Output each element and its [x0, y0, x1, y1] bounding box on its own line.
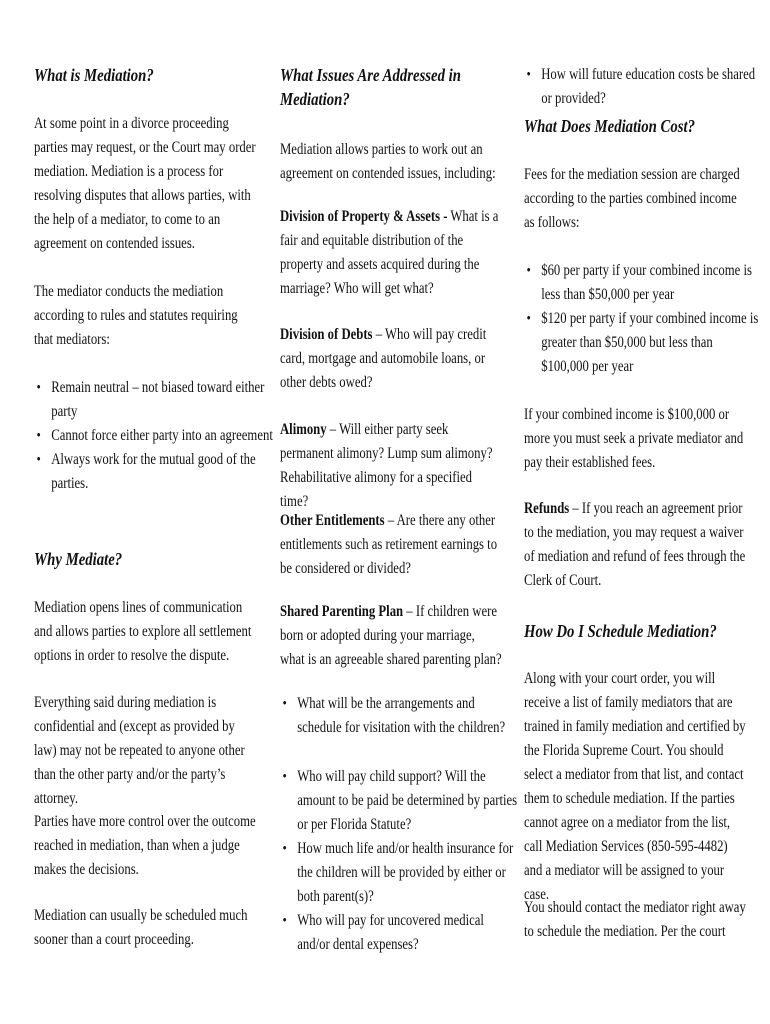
paragraph-schedule-instructions: Along with your court order, you will receive a list of family mediators that are trained in family mediation and certified by the Florida Supreme Court. You should select a mediator from that list, and contact them to schedule mediation. If the parties cannot agree on a mediator from the list, call Mediation Services (850-595-4482) and a mediator will be assigned to your case. — [524, 670, 746, 903]
paragraph-mediator-rules: The mediator conducts the mediation according to rules and statutes requiring that mediators: — [34, 283, 238, 348]
list-item: • $60 per party if your combined income is less than $50,000 per year — [524, 259, 763, 307]
text-alimony: – Will either party seek permanent alimony? Lump sum alimony? Rehabilitative alimony for a specified time? — [280, 421, 493, 510]
list-item: • How will future education costs be shared or provided? — [524, 63, 763, 111]
heading-schedule-mediation: How Do I Schedule Mediation? — [524, 621, 717, 641]
list-item: • Remain neutral – not biased toward either party — [34, 376, 273, 424]
mediator-requirements-list — [34, 376, 273, 496]
item-alimony — [280, 418, 502, 514]
term-alimony: Alimony — [280, 421, 327, 438]
paragraph-fees-intro: Fees for the mediation session are charged according to the parties combined income as follows: — [524, 166, 740, 231]
paragraph-contact-mediator: You should contact the mediator right away to schedule the mediation. Per the court — [524, 899, 746, 940]
heading-mediation-cost: What Does Mediation Cost? — [524, 116, 695, 136]
list-item: • $120 per party if your combined income is greater than $50,000 but less than $100,000 per year — [524, 307, 763, 379]
heading-what-is-mediation: What is Mediation? — [34, 65, 154, 85]
term-property: Division of Property & Assets - — [280, 208, 448, 225]
item-other-entitlements — [280, 509, 502, 581]
heading-why-mediate: Why Mediate? — [34, 549, 123, 569]
paragraph-control: Parties have more control over the outcome reached in mediation, than when a judge makes the decisions. — [34, 813, 256, 878]
term-refunds: Refunds — [524, 500, 570, 517]
parenting-questions-list — [280, 692, 506, 740]
term-debts: Division of Debts — [280, 326, 373, 343]
text-debts: – Who will pay credit card, mortgage and automobile loans, or other debts owed? — [280, 326, 487, 391]
paragraph-confidential: Everything said during mediation is confidential and (except as provided by law) may not be repeated to anyone other than the other party and/or the party’s attorney. — [34, 694, 245, 807]
list-item: • How much life and/or health insurance for the children will be provided by either or both parent(s)? — [280, 837, 519, 909]
item-division-of-debts — [280, 323, 502, 395]
text-property: What is a fair and equitable distribution of the property and assets acquired during the marriage? Who will get what? — [280, 208, 499, 297]
list-item: • Who will pay child support? Will the amount to be paid be determined by parties or per Florida Statute? — [280, 765, 519, 837]
heading-issues-addressed: What Issues Are Addressed in Mediation? — [280, 65, 461, 109]
paragraph-scheduling-speed: Mediation can usually be scheduled much sooner than a court proceeding. — [34, 907, 248, 948]
list-item: • Who will pay for uncovered medical and/or dental expenses? — [280, 909, 519, 957]
education-question-list — [524, 63, 756, 111]
item-refunds — [524, 497, 746, 593]
list-item: • Cannot force either party into an agreement — [34, 424, 273, 448]
term-shared-parenting: Shared Parenting Plan — [280, 603, 404, 620]
paragraph-communication: Mediation opens lines of communication and allows parties to explore all settlement options in order to resolve the dispute. — [34, 599, 252, 664]
list-item: • Always work for the mutual good of the parties. — [34, 448, 273, 496]
paragraph-private-mediator: If your combined income is $100,000 or more you must seek a private mediator and pay their established fees. — [524, 406, 744, 471]
fee-schedule-list — [524, 259, 759, 379]
paragraph-issues-intro: Mediation allows parties to work out an agreement on contended issues, including: — [280, 141, 496, 182]
item-division-of-property — [280, 205, 502, 301]
term-other-entitlements: Other Entitlements — [280, 512, 385, 529]
text-refunds: – If you reach an agreement prior to the mediation, you may request a waiver of mediation and refund of fees through the Clerk of Court. — [524, 500, 746, 589]
paragraph-mediation-intro: At some point in a divorce proceeding parties may request, or the Court may order mediation. Mediation is a process for resolving disputes that allows parties, with the help of a mediator, to come to an agreement on contended issues. — [34, 115, 256, 252]
text-shared-parenting: – If children were born or adopted during your marriage, what is an agreeable shared parenting plan? — [280, 603, 502, 668]
support-questions-list — [280, 765, 518, 957]
text-other-entitlements: – Are there any other entitlements such as retirement earnings to be considered or divided? — [280, 512, 498, 577]
list-item: • What will be the arrangements and schedule for visitation with the children? — [280, 692, 519, 740]
item-shared-parenting-plan — [280, 600, 502, 672]
